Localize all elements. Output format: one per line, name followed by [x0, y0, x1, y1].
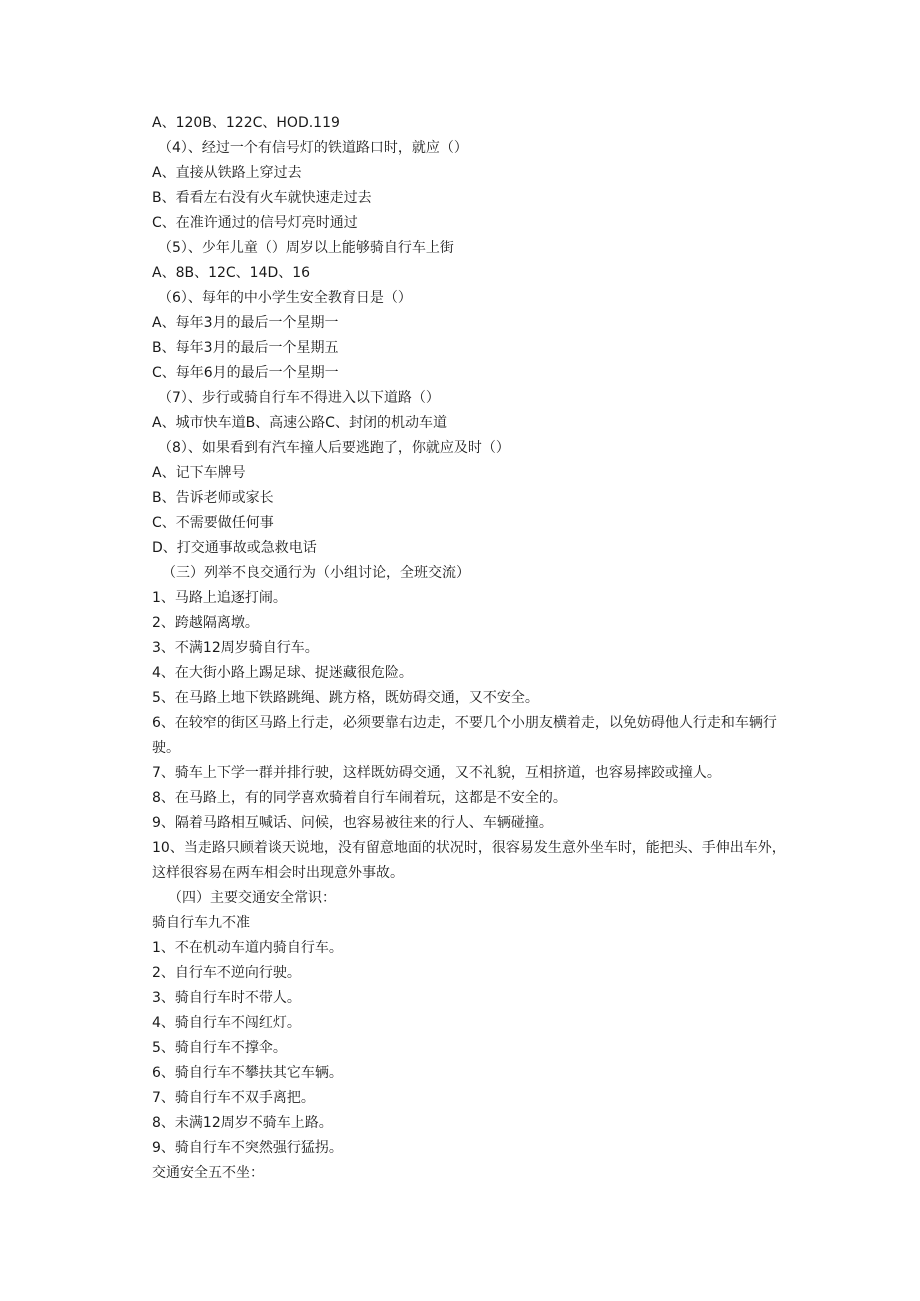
- text-line: A、120B、122C、HOD.119: [152, 115, 340, 131]
- text-line: （4）、经过一个有信号灯的铁道路口时，就应（）: [158, 140, 468, 156]
- text-line: B、看看左右没有火车就快速走过去: [152, 190, 372, 206]
- document-body: [152, 111, 792, 1186]
- text-line: 2、自行车不逆向行驶。: [152, 965, 301, 981]
- text-line: 7、骑车上下学一群并排行驶，这样既妨碍交通，又不礼貌，互相挤道，也容易摔跤或撞人。: [152, 765, 721, 781]
- text-line: C、在准许通过的信号灯亮时通过: [152, 215, 358, 231]
- text-line: （6）、每年的中小学生安全教育日是（）: [158, 290, 412, 306]
- text-line: 7、骑自行车不双手离把。: [152, 1090, 315, 1106]
- text-line: （三）列举不良交通行为（小组讨论，全班交流）: [162, 565, 470, 581]
- text-line: A、每年3月的最后一个星期一: [152, 315, 339, 331]
- text-line: 6、在较窄的街区马路上行走，必须要靠右边走，不要几个小朋友横着走，以免妨碍他人行走和车辆行驶。: [152, 715, 777, 756]
- text-line: 3、骑自行车时不带人。: [152, 990, 301, 1006]
- text-line: 5、在马路上地下铁路跳绳、跳方格，既妨碍交通，又不安全。: [152, 690, 539, 706]
- text-line: B、每年3月的最后一个星期五: [152, 340, 339, 356]
- text-line: A、8B、12C、14D、16: [152, 265, 311, 281]
- text-line: 8、在马路上，有的同学喜欢骑着自行车闹着玩，这都是不安全的。: [152, 790, 567, 806]
- text-line: （5）、少年儿童（）周岁以上能够骑自行车上街: [158, 240, 454, 256]
- text-line: A、记下车牌号: [152, 465, 246, 481]
- text-line: 交通安全五不坐：: [152, 1165, 264, 1181]
- text-line: 4、在大街小路上踢足球、捉迷藏很危险。: [152, 665, 413, 681]
- text-line: C、不需要做任何事: [152, 515, 274, 531]
- text-line: 1、不在机动车道内骑自行车。: [152, 940, 343, 956]
- text-line: 5、骑自行车不撑伞。: [152, 1040, 287, 1056]
- text-line: （四）主要交通安全常识：: [168, 890, 336, 906]
- text-line: 10、当走路只顾着谈天说地，没有留意地面的状况时，很容易发生意外坐车时，能把头、手伸出车外，这样很容易在两车相会时出现意外事故。: [152, 840, 786, 881]
- text-line: （7）、步行或骑自行车不得进入以下道路（）: [158, 390, 440, 406]
- text-line: D、打交通事故或急救电话: [152, 540, 317, 556]
- text-line: 9、隔着马路相互喊话、问候，也容易被往来的行人、车辆碰撞。: [152, 815, 553, 831]
- text-line: 8、未满12周岁不骑车上路。: [152, 1115, 333, 1131]
- text-line: 3、不满12周岁骑自行车。: [152, 640, 319, 656]
- text-line: 6、骑自行车不攀扶其它车辆。: [152, 1065, 343, 1081]
- text-line: 2、跨越隔离墩。: [152, 615, 259, 631]
- text-line: A、直接从铁路上穿过去: [152, 165, 302, 181]
- text-line: （8）、如果看到有汽车撞人后要逃跑了，你就应及时（）: [158, 440, 510, 456]
- text-line: 4、骑自行车不闯红灯。: [152, 1015, 301, 1031]
- text-line: 1、马路上追逐打闹。: [152, 590, 287, 606]
- text-line: 骑自行车九不准: [152, 915, 250, 931]
- text-line: 9、骑自行车不突然强行猛拐。: [152, 1140, 343, 1156]
- text-line: A、城市快车道B、高速公路C、封闭的机动车道: [152, 415, 447, 431]
- text-line: B、告诉老师或家长: [152, 490, 274, 506]
- text-line: C、每年6月的最后一个星期一: [152, 365, 339, 381]
